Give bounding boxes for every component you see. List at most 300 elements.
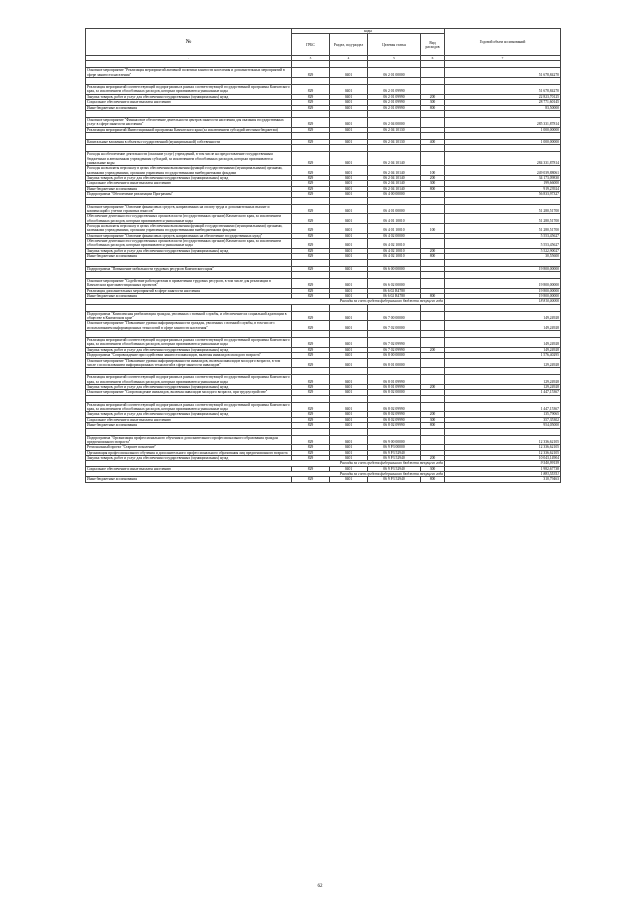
grbs-cell: 829 [292, 105, 330, 110]
amount-cell: 19 800,00000 [445, 293, 561, 298]
razdel-cell: 0401 [330, 176, 368, 181]
razdel-cell: 0401 [330, 293, 368, 298]
spacer-cell [421, 259, 445, 266]
razdel-cell: 0401 [330, 435, 368, 445]
expense-type-cell: 300 [421, 181, 445, 186]
table-row [86, 358, 561, 368]
razdel-cell: 0401 [330, 321, 368, 331]
grbs-cell: 829 [292, 435, 330, 445]
item-name: Закупка товаров, работ и услуг для обеспечения государственных (муниципальных) нужд [86, 248, 292, 253]
target-article-cell: 06 9 P3 52940 [368, 455, 421, 460]
expense-type-cell [421, 435, 445, 445]
amount-cell: 12 336,62105 [445, 445, 561, 450]
grbs-cell: 829 [292, 204, 330, 214]
target-article-cell: 06 4 02 10010 [368, 248, 421, 253]
grbs-cell: 829 [292, 248, 330, 253]
spacer-row [86, 78, 561, 85]
spacer-cell [421, 110, 445, 117]
razdel-cell: 0401 [330, 358, 368, 368]
federal-note-text: Расходы за счет средств федерального бюджета текущего года [86, 299, 445, 304]
target-article-cell: 06 2 04 10130 [368, 139, 421, 144]
amount-cell: 135,79065 [445, 412, 561, 417]
amount-cell: 310,79463 [445, 477, 561, 482]
razdel-cell: 0401 [330, 450, 368, 455]
target-article-cell: 06 8 01 09990 [368, 384, 421, 389]
table-header [86, 29, 561, 61]
razdel-cell: 0401 [330, 417, 368, 422]
amount-cell: 51 280,51700 [445, 214, 561, 224]
spacer-cell [368, 145, 421, 152]
expense-type-cell: 800 [421, 186, 445, 191]
item-name: Основное мероприятие "Содействие работодателям в привлечении трудовых ресурсов, в том числе для реализации в Камчатском крае инвестиционных проектов" [86, 278, 292, 288]
spacer-row [86, 132, 561, 139]
grbs-cell: 829 [292, 224, 330, 234]
grbs-header: ГРБС [292, 34, 330, 56]
razdel-cell: 0401 [330, 192, 368, 197]
spacer-row [86, 197, 561, 204]
razdel-cell: 0401 [330, 100, 368, 105]
budget-sheet [85, 28, 560, 483]
table-row [86, 117, 561, 127]
spacer-row [86, 145, 561, 152]
expense-type-cell [421, 239, 445, 249]
amount-cell: 129,24928 [445, 375, 561, 385]
expense-type-cell: 800 [421, 254, 445, 259]
amount-cell: 12 336,62105 [445, 450, 561, 455]
budget-table [85, 28, 561, 483]
spacer-cell [330, 61, 368, 68]
spacer-cell [330, 271, 368, 278]
amount-cell: 149,24928 [445, 321, 561, 331]
colnum: 4 [330, 56, 368, 61]
item-name: Обеспечение деятельности государственных органов власти (государственных органов) Камчатского края, за исключением обособленных расходов, которым присваиваются уникальные коды [86, 239, 292, 249]
federal-note-text: Расходы за счет средств федерального бюджета текущего года [86, 472, 445, 477]
spacer-cell [445, 395, 561, 402]
amount-cell: 249 039,88061 [445, 166, 561, 176]
spacer-cell [330, 197, 368, 204]
target-article-cell: 06 2 01 00000 [368, 68, 421, 78]
grbs-cell: 829 [292, 450, 330, 455]
item-name: Подпрограмма "Комплексная реабилитация граждан, уволенных с военной службы, и обеспечение их социальной адаптации в обществе в Камчатском крае" [86, 311, 292, 321]
spacer-cell [368, 271, 421, 278]
spacer-cell [292, 428, 330, 435]
razdel-cell: 0401 [330, 347, 368, 352]
item-name: Закупка товаров, работ и услуг для обеспечения государственных (муниципальных) нужд [86, 176, 292, 181]
razdel-cell: 0401 [330, 288, 368, 293]
federal-note-text: Расходы за счет средств федерального бюджета текущего года [86, 461, 445, 466]
target-article-cell: 06 4 00 00000 [368, 192, 421, 197]
target-article-cell: 06 4 01 10010 [368, 224, 421, 234]
grbs-cell: 829 [292, 254, 330, 259]
expense-type-cell [421, 338, 445, 348]
colnum: . [86, 56, 292, 61]
spacer-cell [445, 304, 561, 311]
razdel-cell: 0401 [330, 266, 368, 271]
spacer-cell [86, 395, 292, 402]
expense-type-cell [421, 311, 445, 321]
expense-type-cell [421, 68, 445, 78]
amount-cell: 1 982,67738 [445, 466, 561, 471]
table-row [86, 224, 561, 234]
item-name: Реализация мероприятий соответствующей подпрограммы в рамках соответствующей государственной программы Камчатского края, за исключением обособленных расходов, которым присваиваются уникальные коды [87, 375, 290, 384]
target-article-cell: 06 9 00 00000 [368, 435, 421, 445]
item-name: Основное мероприятие "Финансовое обеспечение деятельности центров занятости населения для оказания государственных услуг в сфере занятости населения" [86, 117, 292, 127]
expense-type-cell: 100 [421, 166, 445, 176]
grbs-cell: 829 [292, 68, 330, 78]
item-name: Основное мероприятие "Реализация мероприятий активной политики занятости населения и дополнительных мероприятий в сфере занятости населения" [86, 68, 292, 78]
grbs-cell: 829 [292, 455, 330, 460]
grbs-cell: 829 [292, 358, 330, 368]
target-article-header: Целевая статья [368, 34, 421, 56]
amount-cell: 10 043,14904 [445, 455, 561, 460]
spacer-cell [421, 271, 445, 278]
item-name: Закупка товаров, работ и услуг для обеспечения государственных (муниципальных) нужд [86, 384, 292, 389]
spacer-cell [330, 132, 368, 139]
razdel-cell: 0401 [330, 127, 368, 132]
table-row [86, 402, 561, 412]
grbs-cell: 829 [292, 152, 330, 166]
spacer-row [86, 110, 561, 117]
grbs-cell: 829 [292, 423, 330, 428]
item-name: Закупка товаров, работ и услуг для обеспечения государственных (муниципальных) нужд [86, 94, 292, 99]
target-article-cell: 06 4 01 10010 [368, 214, 421, 224]
spacer-cell [445, 61, 561, 68]
spacer-row [86, 331, 561, 338]
expense-type-cell: 200 [421, 384, 445, 389]
spacer-cell [292, 304, 330, 311]
colnum: 3 [292, 56, 330, 61]
grbs-cell: 829 [292, 375, 330, 385]
razdel-cell: 0401 [330, 402, 368, 412]
amount-cell: 51 280,51700 [445, 224, 561, 234]
table-row [86, 435, 561, 445]
grbs-cell: 829 [292, 139, 330, 144]
expense-type-cell [421, 85, 445, 95]
expense-type-cell: 200 [421, 176, 445, 181]
expense-type-cell: 200 [421, 455, 445, 460]
razdel-cell: 0401 [330, 117, 368, 127]
razdel-cell: 0401 [330, 214, 368, 224]
grbs-cell: 829 [292, 176, 330, 181]
target-article-cell: 06 9 P3 52940 [368, 450, 421, 455]
item-name: Реализация мероприятий соответствующей подпрограммы в рамках соответствующей государственной программы Камчатского края, за исключением обособленных расходов, которым присваиваются уникальные коды [87, 338, 290, 347]
expense-type-cell [421, 278, 445, 288]
razdel-cell: 0401 [330, 152, 368, 166]
item-name: Социальное обеспечение и иные выплаты населению [86, 417, 292, 422]
grbs-cell: 829 [292, 233, 330, 238]
spacer-cell [86, 197, 292, 204]
item-name: Иные бюджетные ассигнования [86, 105, 292, 110]
target-article-cell: 06 7 02 09990 [368, 347, 421, 352]
table-row [86, 214, 561, 224]
grbs-cell: 829 [292, 321, 330, 331]
spacer-cell [421, 304, 445, 311]
grbs-cell: 829 [292, 466, 330, 471]
razdel-cell: 0401 [330, 85, 368, 95]
spacer-cell [421, 132, 445, 139]
item-name: Основное мероприятие "Повышение уровня информированности граждан, уволенных с военной службы, в том числе с использованием информационных технологий в сфере занятости населения" [86, 321, 292, 331]
spacer-cell [292, 61, 330, 68]
item-name: Подпрограмма "Организация профессионального обучения и дополнительного профессионального образования граждан предпенсионного возраста" [86, 435, 292, 445]
amount-cell: 919,23924 [445, 186, 561, 191]
grbs-cell: 829 [292, 338, 330, 348]
expense-type-cell: 300 [421, 100, 445, 105]
amount-cell: 34 173,09830 [445, 176, 561, 181]
spacer-cell [292, 145, 330, 152]
grbs-cell: 829 [292, 353, 330, 358]
table-row [86, 477, 561, 482]
amount-cell: 357,35302 [445, 417, 561, 422]
spacer-cell [330, 259, 368, 266]
amount-cell: 51 678,84270 [445, 68, 561, 78]
spacer-cell [86, 271, 292, 278]
spacer-row [86, 428, 561, 435]
spacer-cell [445, 331, 561, 338]
spacer-cell [445, 368, 561, 375]
item-name: Реализация мероприятий Инвестиционной программы Камчатского края (за исключением субсидий местным бюджетам) [86, 127, 292, 132]
grbs-cell: 829 [292, 278, 330, 288]
grbs-cell: 829 [292, 192, 330, 197]
amount-cell: 1 000,00000 [445, 139, 561, 144]
grbs-cell: 829 [292, 214, 330, 224]
spacer-cell [292, 395, 330, 402]
item-name: Реализация дополнительных мероприятий в сфере занятости населения [86, 288, 292, 293]
spacer-cell [86, 132, 292, 139]
spacer-cell [330, 78, 368, 85]
target-article-cell: 06 8 00 00000 [368, 353, 421, 358]
item-name: Подпрограмма "Сопровождение при содействии занятости инвалидов, включая инвалидов молодого возраста" [86, 353, 292, 358]
spacer-cell [330, 395, 368, 402]
grbs-cell: 829 [292, 186, 330, 191]
expense-type-cell: 800 [421, 293, 445, 298]
grbs-cell: 829 [292, 85, 330, 95]
target-article-cell: 06 9 P3 52940 [368, 477, 421, 482]
razdel-cell: 0401 [330, 94, 368, 99]
target-article-cell: 06 8 01 09990 [368, 375, 421, 385]
target-article-cell: 06 7 02 00000 [368, 321, 421, 331]
target-article-cell: 06 2 01 09990 [368, 100, 421, 105]
expense-type-cell: 800 [421, 423, 445, 428]
spacer-cell [445, 259, 561, 266]
item-name: Расходы на выплаты персоналу в целях обеспечения выполнения функций государственными (муниципальными) органами, казенными учреждениями, органами управления государственными внебюджетными фондами [86, 224, 292, 234]
expense-type-cell [421, 402, 445, 412]
spacer-cell [445, 145, 561, 152]
item-name: Основное мероприятие "Повышение уровня информированности инвалидов, включая инвалидов молодого возраста, в том числе с использованием информационных технологий в сфере занятости инвалидов" [86, 358, 292, 368]
amount-cell: 1 447,15367 [445, 390, 561, 395]
grbs-cell: 829 [292, 117, 330, 127]
expense-type-cell [421, 214, 445, 224]
razdel-cell: 0401 [330, 477, 368, 482]
item-name: Закупка товаров, работ и услуг для обеспечения государственных (муниципальных) нужд [86, 455, 292, 460]
colnum: 6 [421, 56, 445, 61]
item-name: Иные бюджетные ассигнования [86, 423, 292, 428]
grbs-cell: 829 [292, 417, 330, 422]
expense-type-cell [421, 358, 445, 368]
target-article-cell: 06 2 04 10140 [368, 152, 421, 166]
federal-note-sum: 18 810,00000 [445, 299, 561, 304]
razdel-cell: 0401 [330, 466, 368, 471]
spacer-cell [421, 197, 445, 204]
item-name: Обеспечение деятельности государственных органов власти (государственных органов) Камчатского края, за исключением обособленных расходов, которым присваиваются уникальные коды [86, 214, 292, 224]
spacer-cell [292, 78, 330, 85]
target-article-cell: 06 8 01 00000 [368, 358, 421, 368]
amount-cell: 22 823,70125 [445, 94, 561, 99]
expense-type-header: Вид расходов [421, 34, 445, 56]
amount-cell: 149,24928 [445, 338, 561, 348]
razdel-cell: 0401 [330, 338, 368, 348]
target-article-cell: 06 6 02 R4780 [368, 293, 421, 298]
spacer-cell [330, 428, 368, 435]
razdel-cell: 0401 [330, 224, 368, 234]
spacer-cell [86, 331, 292, 338]
spacer-cell [86, 428, 292, 435]
item-name: Реализация мероприятий соответствующей подпрограммы в рамках соответствующей государственной программы Камчатского края, за исключением обособленных расходов, которым присваиваются уникальные коды [87, 85, 290, 94]
table-row [86, 239, 561, 249]
page-number: 62 [317, 884, 323, 889]
spacer-cell [421, 61, 445, 68]
razdel-cell: 0401 [330, 278, 368, 288]
razdel-cell: 0401 [330, 105, 368, 110]
expense-type-cell [421, 321, 445, 331]
item-name: Социальное обеспечение и иные выплаты населению [86, 100, 292, 105]
table-row [86, 311, 561, 321]
spacer-cell [330, 368, 368, 375]
target-article-cell: 06 8 02 09990 [368, 412, 421, 417]
razdel-cell: 0401 [330, 239, 368, 249]
spacer-cell [368, 110, 421, 117]
razdel-cell: 0401 [330, 445, 368, 450]
expense-type-cell: 200 [421, 412, 445, 417]
spacer-cell [292, 132, 330, 139]
item-name: Подпрограмма "Обеспечение реализации Программы" [86, 192, 292, 197]
razdel-cell: 0401 [330, 455, 368, 460]
expense-type-cell: 200 [421, 248, 445, 253]
target-article-cell: 06 4 02 00000 [368, 233, 421, 238]
spacer-row [86, 61, 561, 68]
spacer-cell [330, 331, 368, 338]
spacer-cell [368, 304, 421, 311]
spacer-cell [421, 331, 445, 338]
item-name: Реализация мероприятий соответствующей подпрограммы в рамках соответствующей государственной программы Камчатского края, за исключением обособленных расходов, которым присваиваются уникальные коды [87, 402, 290, 412]
amount-cell: 1 447,15367 [445, 402, 561, 412]
target-article-cell: 06 2 04 10140 [368, 176, 421, 181]
amount-cell: 19 800,00000 [445, 266, 561, 271]
item-name: Социальное обеспечение и иные выплаты населению [86, 181, 292, 186]
target-article-cell: 06 6 02 R4780 [368, 288, 421, 293]
spacer-cell [292, 271, 330, 278]
number-header: № [86, 29, 292, 56]
grbs-cell: 829 [292, 477, 330, 482]
razdel-cell: 0401 [330, 353, 368, 358]
amount-cell: 5 553,45627 [445, 239, 561, 249]
item-name: Расходы на выплаты персоналу в целях обеспечения выполнения функций государственными (муниципальными) органами, казенными учреждениями, органами управления государственными внебюджетными фондами [86, 166, 292, 176]
grbs-cell: 829 [292, 239, 330, 249]
spacer-cell [368, 197, 421, 204]
razdel-cell: 0401 [330, 375, 368, 385]
amount-cell: 30,55600 [445, 254, 561, 259]
target-article-cell: 06 2 04 10140 [368, 181, 421, 186]
target-article-cell: 06 2 04 00000 [368, 117, 421, 127]
expense-type-cell [421, 375, 445, 385]
spacer-cell [86, 368, 292, 375]
razdel-cell: 0401 [330, 204, 368, 214]
spacer-cell [421, 368, 445, 375]
grbs-cell: 829 [292, 166, 330, 176]
item-name: Подпрограмма "Повышение мобильности трудовых ресурсов Камчатского края" [86, 266, 292, 271]
table-row [86, 278, 561, 288]
amount-cell: 149,24928 [445, 311, 561, 321]
spacer-cell [445, 110, 561, 117]
spacer-cell [421, 78, 445, 85]
federal-note-sum: 1 883,55351 [445, 472, 561, 477]
razdel-cell: 0401 [330, 166, 368, 176]
spacer-cell [368, 395, 421, 402]
target-article-cell: 06 2 04 10140 [368, 186, 421, 191]
expense-type-cell: 200 [421, 94, 445, 99]
amount-cell: 56 833,97327 [445, 192, 561, 197]
spacer-cell [292, 368, 330, 375]
spacer-cell [368, 368, 421, 375]
razdel-header: Раздел, под-раздел [330, 34, 368, 56]
expense-type-cell: 300 [421, 417, 445, 422]
target-article-cell: 06 6 00 00000 [368, 266, 421, 271]
target-article-cell: 06 8 02 09990 [368, 423, 421, 428]
spacer-cell [368, 78, 421, 85]
target-article-cell: 06 9 P3 52940 [368, 466, 421, 471]
table-row [86, 321, 561, 331]
amount-cell: 129,24928 [445, 358, 561, 368]
item-name: Социальное обеспечение и иные выплаты населению [86, 466, 292, 471]
razdel-cell: 0401 [330, 181, 368, 186]
razdel-cell: 0401 [330, 423, 368, 428]
spacer-row [86, 304, 561, 311]
item-name: Основное мероприятие "Освоение финансовых средств, направленных на обеспечение государственных нужд" [86, 233, 292, 238]
amount-cell: 83,50000 [445, 105, 561, 110]
spacer-cell [292, 110, 330, 117]
target-article-cell: 06 2 01 09990 [368, 85, 421, 95]
target-article-cell: 06 2 04 10130 [368, 127, 421, 132]
razdel-cell: 0401 [330, 186, 368, 191]
razdel-cell: 0401 [330, 311, 368, 321]
spacer-cell [292, 259, 330, 266]
spacer-cell [330, 304, 368, 311]
spacer-cell [86, 304, 292, 311]
amount-cell: 51 280,51700 [445, 204, 561, 214]
amount-cell: 199,66000 [445, 181, 561, 186]
amount-cell: 5 522,90027 [445, 248, 561, 253]
target-article-cell: 06 6 02 00000 [368, 278, 421, 288]
amount-cell: 1 576,40295 [445, 353, 561, 358]
amount-cell: 149,24928 [445, 347, 561, 352]
expense-type-cell: 300 [421, 466, 445, 471]
grbs-cell: 829 [292, 445, 330, 450]
grbs-cell: 829 [292, 288, 330, 293]
expense-type-cell: 100 [421, 224, 445, 234]
spacer-cell [368, 331, 421, 338]
target-article-cell: 06 7 00 00000 [368, 311, 421, 321]
spacer-cell [445, 132, 561, 139]
spacer-cell [368, 428, 421, 435]
table-row [86, 85, 561, 95]
amount-cell: 284 331,87814 [445, 152, 561, 166]
spacer-row [86, 395, 561, 402]
amount-cell: 12 336,62105 [445, 435, 561, 445]
amount-cell: 19 800,00000 [445, 288, 561, 293]
volume-header: Годовой объем ассигнований [445, 29, 561, 56]
grbs-cell: 829 [292, 390, 330, 395]
grbs-cell: 829 [292, 94, 330, 99]
spacer-cell [368, 61, 421, 68]
